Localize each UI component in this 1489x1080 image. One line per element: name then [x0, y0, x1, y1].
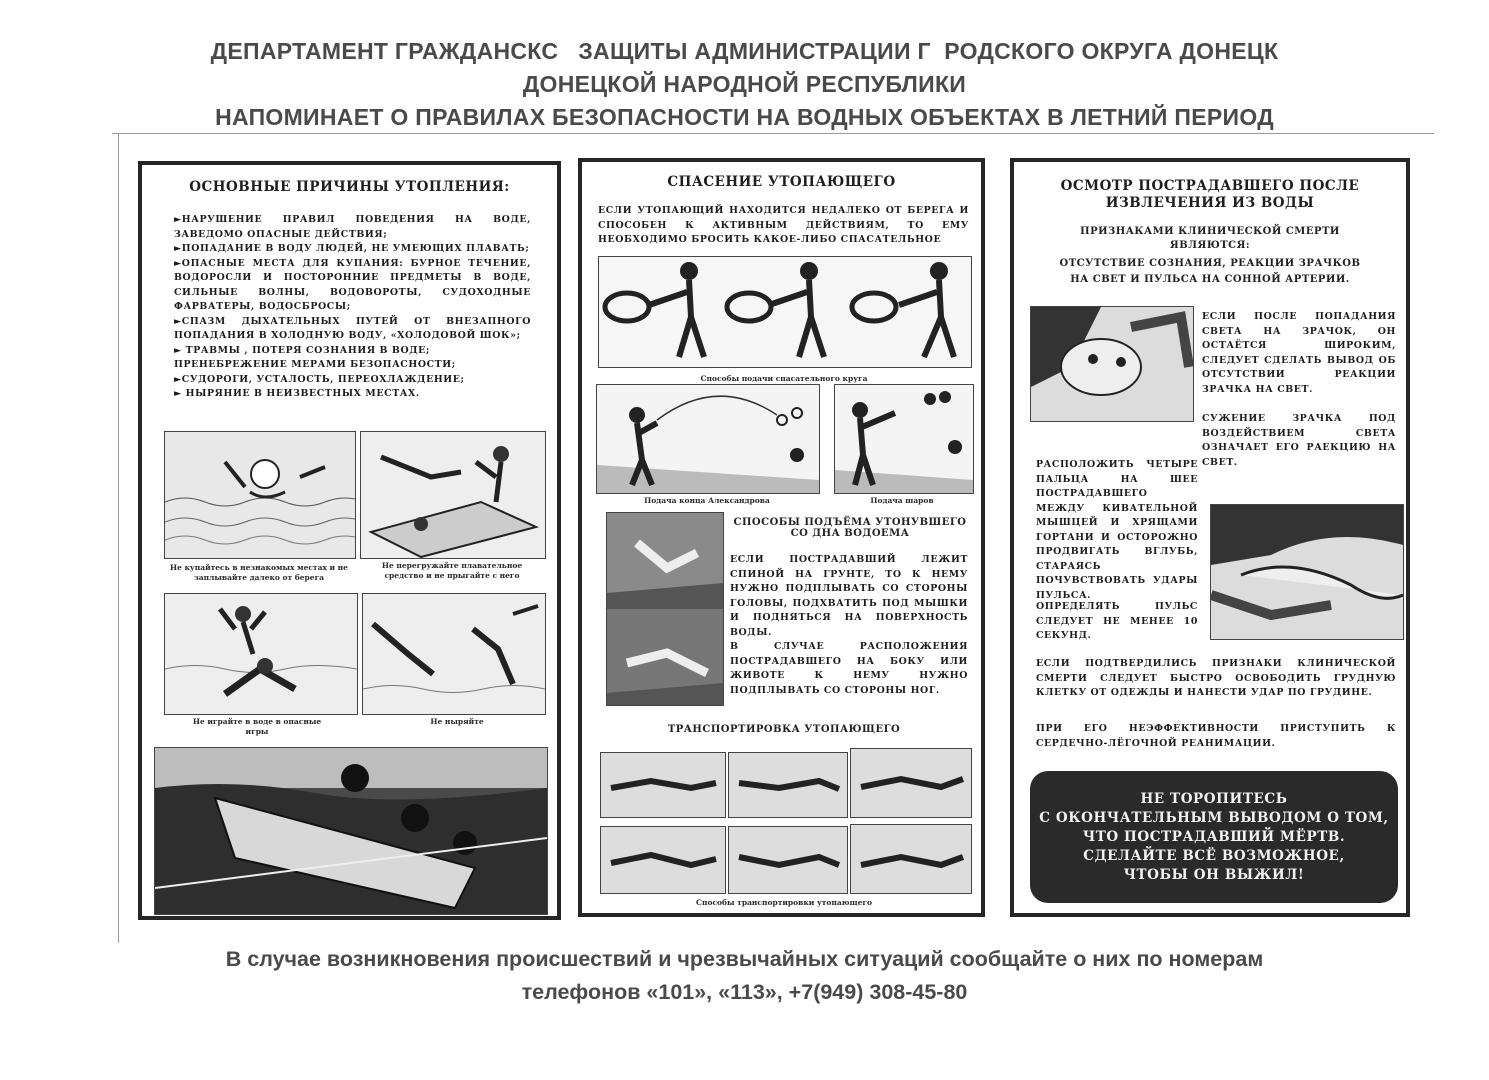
illustration-pupil-check	[1030, 306, 1194, 422]
warning-line: СДЕЛАЙТЕ ВСЁ ВОЗМОЖНОЕ,	[1083, 847, 1345, 864]
panel-title-2: ИЗВЛЕЧЕНИЯ ИЗ ВОДЫ	[1105, 195, 1315, 211]
caption: Подача шаров	[870, 496, 934, 505]
footer-line-1: В случае возникновения происшествий и чрезвычайных ситуаций сообщайте о них по номерам	[225, 947, 1264, 971]
section-title: СПОСОБЫ ПОДЪЁМА УТОНУВШЕГО СО ДНА ВОДОЕМА	[733, 517, 967, 539]
illustration-transport	[600, 752, 726, 818]
illustration-boat-overload	[360, 431, 546, 559]
illustration-transport	[600, 826, 726, 894]
warning-line: ЧТО ПОСТРАДАВШИЙ МЁРТВ.	[1082, 828, 1346, 845]
panel-title: ОСНОВНЫЕ ПРИЧИНЫ УТОПЛЕНИЯ:	[189, 179, 510, 195]
list-item: ►ПОПАДАНИЕ В ВОДУ ЛЮДЕЙ, НЕ УМЕЮЩИХ ПЛАВАТЬ;	[174, 243, 530, 254]
top-rule	[112, 133, 1434, 134]
list-item: ► ТРАВМЫ , ПОТЕРЯ СОЗНАНИЯ В ВОДЕ;	[174, 344, 430, 356]
photo-rescue-boat	[154, 747, 548, 915]
list-item: ►СУДОРОГИ, УСТАЛОСТЬ, ПЕРЕОХЛАЖДЕНИЕ;	[174, 373, 465, 385]
illustration-throw-rope	[596, 384, 820, 494]
panel-rescue	[578, 158, 985, 917]
section-title: ТРАНСПОРТИРОВКА УТОПАЮЩЕГО	[667, 724, 901, 735]
warning-line: ЧТОБЫ ОН ВЫЖИЛ!	[1123, 866, 1305, 883]
panel-title: ОСМОТР ПОСТРАДАВШЕГО ПОСЛЕ	[1060, 178, 1360, 194]
death-text-2: ПРИ ЕГО НЕЭФФЕКТИВНОСТИ ПРИСТУПИТЬ К СЕРДЕЧНО-ЛЁГОЧНОЙ РЕАНИМАЦИИ.	[1036, 723, 1396, 749]
pulse-text: РАСПОЛОЖИТЬ ЧЕТЫРЕ ПАЛЬЦА НА ШЕЕ ПОСТРАДАВШЕГО МЕЖДУ КИВАТЕЛЬНОЙ МЫШЦЕЙ И ХРЯЩАМИ ГОРТАНИ И ОСТОРОЖНО ПРОДВИГАТЬ ВГЛУБЬ, СТАРАЯСЬ ПОЧУВСТВОВАТЬ УДАРЫ ПУЛЬСА.	[1036, 459, 1198, 601]
header-line-1: ДЕПАРТАМЕНТ ГРАЖДАНСКС ЗАЩИТЫ АДМИНИСТРАЦИИ Г РОДСКОГО ОКРУГА ДОНЕЦК	[210, 38, 1279, 64]
header-line-2: ДОНЕЦКОЙ НАРОДНОЙ РЕСПУБЛИКИ	[522, 71, 967, 97]
signs-text-2: НА СВЕТ И ПУЛЬСА НА СОННОЙ АРТЕРИИ.	[1070, 274, 1350, 285]
warning-box	[1030, 771, 1398, 903]
warning-line: НЕ ТОРОПИТЕСЬ	[1140, 790, 1288, 807]
warning-line: С ОКОНЧАТЕЛЬНЫМ ВЫВОДОМ О ТОМ,	[1039, 809, 1389, 826]
caption: Не перегружайте плавательное средство и не прыгайте с него	[381, 561, 523, 580]
left-rule	[118, 133, 119, 943]
list-item: ►СПАЗМ ДЫХАТЕЛЬНЫХ ПУТЕЙ ОТ ВНЕЗАПНОГО ПОПАДАНИЯ В ХОЛОДНУЮ ВОДУ, «ХОЛОДОВОЙ ШОК»;	[174, 315, 531, 341]
list-item: ПРЕНЕБРЕЖЕНИЕ МЕРАМИ БЕЗОПАСНОСТИ;	[174, 359, 456, 370]
illustration-dangerous-games	[164, 593, 358, 715]
illustration-transport	[850, 748, 972, 818]
illustration-swimmer-waving	[164, 431, 356, 559]
illustration-transport	[728, 752, 848, 818]
illustration-no-diving	[362, 593, 546, 715]
death-text: ЕСЛИ ПОДТВЕРДИЛИСЬ ПРИЗНАКИ КЛИНИЧЕСКОЙ СМЕРТИ СЛЕДУЕТ БЫСТРО ОСВОБОДИТЬ ГРУДНУЮ КЛЕТКУ ОТ ОДЕЖДЫ И НАНЕСТИ УДАР ПО ГРУДИНЕ.	[1036, 658, 1396, 698]
signs-text: ОТСУТСТВИЕ СОЗНАНИЯ, РЕАКЦИИ ЗРАЧКОВ	[1059, 258, 1361, 269]
pupil-text: ЕСЛИ ПОСЛЕ ПОПАДАНИЯ СВЕТА НА ЗРАЧОК, ОН ОСТАЁТСЯ ШИРОКИМ, СЛЕДУЕТ СДЕЛАТЬ ВЫВОД ОБ ОТСУТСТВИИ РЕАКЦИИ ЗРАЧКА НА СВЕТ.	[1202, 311, 1396, 395]
list-item: ► НЫРЯНИЕ В НЕИЗВЕСТНЫХ МЕСТАХ.	[174, 388, 420, 399]
pulse-text-2: ОПРЕДЕЛЯТЬ ПУЛЬС СЛЕДУЕТ НЕ МЕНЕЕ 10 СЕКУНД.	[1036, 601, 1198, 641]
caption: Способы подачи спасательного круга	[700, 374, 868, 383]
lift-text-2: В СЛУЧАЕ РАСПОЛОЖЕНИЯ ПОСТРАДАВШЕГО НА БОКУ ИЛИ ЖИВОТЕ К НЕМУ НУЖНО ПОДПЛЫВАТЬ СО СТОРОНЫ НОГ.	[730, 641, 968, 696]
list-item: ►НАРУШЕНИЕ ПРАВИЛ ПОВЕДЕНИЯ НА ВОДЕ, ЗАВЕДОМО ОПАСНЫЕ ДЕЙСТВИЯ;	[174, 214, 531, 240]
causes-list	[174, 213, 531, 402]
signs-heading: ПРИЗНАКАМИ КЛИНИЧЕСКОЙ СМЕРТИ	[1080, 226, 1340, 237]
caption: Не ныряйте	[430, 717, 484, 726]
panel-drowning-causes	[138, 161, 561, 920]
panel-title: СПАСЕНИЕ УТОПАЮЩЕГО	[667, 174, 896, 190]
pupil-text-2: СУЖЕНИЕ ЗРАЧКА ПОД ВОЗДЕЙСТВИЕМ СВЕТА ОЗНАЧАЕТ ЕГО РАЕКЦИЮ НА СВЕТ.	[1202, 413, 1396, 468]
illustration-transport	[850, 824, 972, 894]
lift-text: ЕСЛИ ПОСТРАДАВШИЙ ЛЕЖИТ СПИНОЙ НА ГРУНТЕ, ТО К НЕМУ НУЖНО ПОДПЛЫВАТЬ СО СТОРОНЫ ГОЛОВЫ, ПОДХВАТИТЬ ПОД МЫШКИ И ПОДНЯТЬСЯ НА ПОВЕРХНОСТЬ ВОДЫ.	[730, 554, 968, 638]
caption: Способы транспортировки утопающего	[696, 898, 872, 907]
illustration-lift-from-bottom	[606, 512, 724, 706]
caption: Подача конца Александрова	[644, 496, 770, 505]
intro-text: ЕСЛИ УТОПАЮЩИЙ НАХОДИТСЯ НЕДАЛЕКО ОТ БЕРЕГА И СПОСОБЕН К АКТИВНЫМ ДЕЙСТВИЯМ, ТО ЕМУ НЕОБХОДИМО БРОСИТЬ КАКОЕ-ЛИБО СПАСАТЕЛЬНОЕ	[598, 205, 969, 245]
header-line-3: НАПОМИНАЕТ О ПРАВИЛАХ БЕЗОПАСНОСТИ НА ВОДНЫХ ОБЪЕКТАХ В ЛЕТНИЙ ПЕРИОД	[215, 104, 1274, 130]
list-item: ►ОПАСНЫЕ МЕСТА ДЛЯ КУПАНИЯ: БУРНОЕ ТЕЧЕНИЕ, ВОДОРОСЛИ И ПОСТОРОННИЕ ПРЕДМЕТЫ В ВОДЕ, СИЛЬНЫЕ ВОЛНЫ, ВОДОВОРОТЫ, СУДОХОДНЫЕ ФАРВАТЕРЫ, ВОДОСБРОСЫ;	[174, 257, 531, 312]
caption: Не купайтесь в незнакомых местах и не заплывайте далеко от берега	[170, 563, 348, 582]
signs-heading-2: ЯВЛЯЮТСЯ:	[1169, 240, 1251, 251]
illustration-throw-ring	[598, 256, 972, 368]
footer-phones: телефонов «101», «113», +7(949) 308-45-80	[521, 980, 968, 1004]
illustration-throw-balls	[834, 384, 974, 494]
illustration-transport	[728, 826, 848, 894]
caption: Не играйте в воде в опасные игры	[192, 717, 322, 736]
illustration-pulse-check	[1210, 504, 1404, 640]
